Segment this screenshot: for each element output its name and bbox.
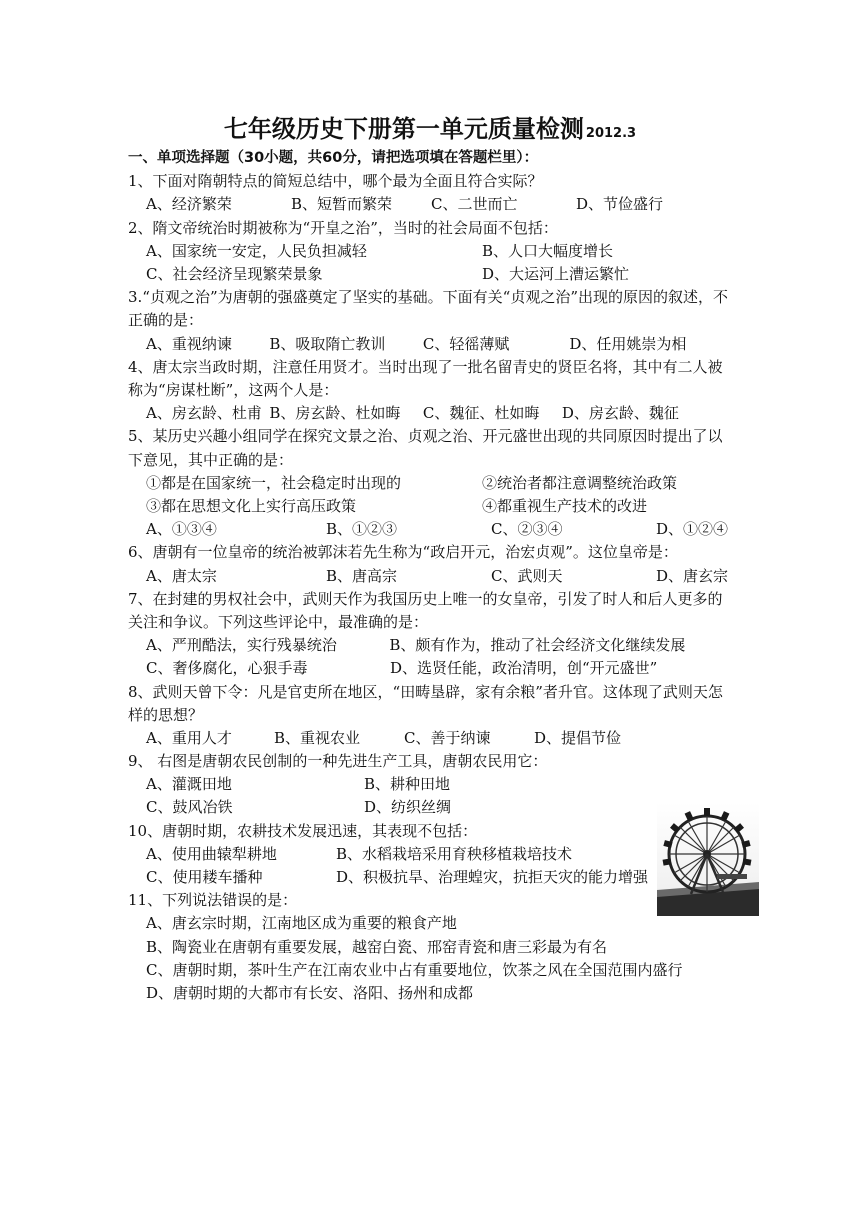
option: B、颇有作为，推动了社会经济文化继续发展 [389, 636, 686, 655]
option: D、任用姚崇为相 [569, 334, 687, 353]
option: D、唐玄宗 [656, 566, 729, 585]
option: C、魏征、杜如晦 [422, 404, 540, 423]
option-row [128, 773, 732, 796]
question-list [128, 147, 732, 1005]
option-row [128, 333, 732, 356]
question-stem: 11、下列说法错误的是： [128, 891, 298, 910]
question-stem: 8、武则天曾下令：凡是官吏所在地区，“田畴垦辟，家有余粮”者升官。这体现了武则天怎样的思想？ [128, 682, 723, 724]
option-row [128, 843, 732, 866]
question-stem: 1、下面对隋朝特点的简短总结中，哪个最为全面且符合实际？ [128, 172, 543, 191]
question-stem: 4、唐太宗当政时期，注意任用贤才。当时出现了一批名留青史的贤臣名将，其中有二人被称为“房谋杜断”，这两个人是： [128, 357, 723, 399]
option: B、重视农业 [274, 728, 361, 747]
option: A、重用人才 [146, 728, 232, 747]
option: A、使用曲辕犁耕地 [146, 844, 277, 863]
question-stem: 9、 右图是唐朝农民创制的一种先进生产工具，唐朝农民用它： [128, 752, 548, 771]
option-row [128, 866, 732, 889]
option-row [128, 193, 732, 216]
option: C、轻徭薄赋 [422, 334, 510, 353]
option: A、唐玄宗时期，江南地区成为重要的粮食产地 [146, 914, 457, 933]
question-stem: 2、隋文帝统治时期被称为“开皇之治”，当时的社会局面不包括： [128, 218, 558, 237]
option: B、水稻栽培采用育秧移植栽培技术 [336, 844, 573, 863]
option: A、①③④ [146, 520, 217, 539]
option: A、重视纳谏 [146, 334, 232, 353]
option: A、灌溉田地 [146, 775, 232, 794]
option-row [128, 518, 732, 541]
option: C、武则天 [491, 566, 563, 585]
waterwheel-illustration [657, 802, 759, 916]
option: A、严刑酷法，实行残暴统治 [146, 636, 337, 655]
option: D、节俭盛行 [576, 195, 664, 214]
statement: ①都是在国家统一，社会稳定时出现的 [146, 473, 402, 492]
option: A、经济繁荣 [146, 195, 232, 214]
option: B、短暂而繁荣 [291, 195, 393, 214]
option: B、耕种田地 [364, 775, 451, 794]
option: C、奢侈腐化，心狠手毒 [146, 659, 308, 678]
option: D、选贤任能，政治清明，创“开元盛世” [389, 659, 658, 678]
option: C、社会经济呈现繁荣景象 [146, 264, 323, 283]
option: C、②③④ [491, 520, 563, 539]
option: D、大运河上漕运繁忙 [482, 264, 630, 283]
question-stem: 5、某历史兴趣小组同学在探究文景之治、贞观之治、开元盛世出现的共同原因时提出了以下意见，其中正确的是： [128, 427, 723, 469]
question-stem: 7、在封建的男权社会中，武则天作为我国历史上唯一的女皇帝，引发了时人和后人更多的关注和争议。下列这些评论中，最准确的是： [128, 589, 723, 631]
option: B、唐高宗 [326, 566, 398, 585]
question-stem: 6、唐朝有一位皇帝的统治被郭沫若先生称为“政启开元，治宏贞观”。这位皇帝是： [128, 543, 678, 562]
option: A、房玄龄、杜甫 [146, 404, 262, 423]
option: B、吸取隋亡教训 [269, 334, 386, 353]
option-row [128, 240, 732, 263]
option: C、鼓风冶铁 [146, 798, 233, 817]
statement: ②统治者都注意调整统治政策 [482, 473, 678, 492]
statement: ④都重视生产技术的改进 [482, 496, 648, 515]
option-row [128, 796, 732, 819]
option: D、积极抗旱、治理蝗灾，抗拒天灾的能力增强 [336, 868, 649, 887]
option-row [128, 402, 732, 425]
option-row [128, 657, 732, 680]
option: B、陶瓷业在唐朝有重要发展，越窑白瓷、邢窑青瓷和唐三彩最为有名 [146, 937, 608, 956]
option-row [128, 727, 732, 750]
statement-row [128, 472, 732, 495]
option: D、唐朝时期的大都市有长安、洛阳、扬州和成都 [146, 984, 474, 1002]
question-stem: 10、唐朝时期，农耕技术发展迅速，其表现不包括： [128, 821, 478, 840]
page-title [0, 113, 860, 150]
option: C、使用耧车播种 [146, 868, 263, 887]
option: A、唐太宗 [146, 566, 217, 585]
option: C、二世而亡 [431, 195, 518, 214]
option: D、纺织丝绸 [364, 798, 452, 817]
question-stem: 3.“贞观之治”为唐朝的强盛奠定了坚实的基础。下面有关“贞观之治”出现的原因的叙述，不正确的是： [128, 288, 728, 330]
option: B、①②③ [326, 520, 398, 539]
option: B、人口大幅度增长 [482, 241, 614, 260]
option-row [128, 634, 732, 657]
title-text: 七年级历史下册第一单元质量检测 [223, 115, 584, 143]
section-heading: 一、单项选择题（30小题，共60分，请把选项填在答题栏里）： [128, 150, 539, 166]
option: D、提倡节俭 [534, 728, 622, 747]
option: C、善于纳谏 [404, 728, 491, 747]
exam-date: 2012.3 [585, 126, 637, 141]
option: D、①②④ [656, 520, 729, 539]
option: D、房玄龄、魏征 [561, 404, 679, 423]
option: C、唐朝时期，茶叶生产在江南农业中占有重要地位，饮茶之风在全国范围内盛行 [146, 960, 683, 979]
statement: ③都在思想文化上实行高压政策 [146, 496, 357, 515]
option: A、国家统一安定，人民负担减轻 [146, 241, 367, 260]
option-row [128, 263, 732, 286]
statement-row [128, 495, 732, 518]
option-row [128, 565, 732, 588]
option: B、房玄龄、杜如晦 [269, 404, 401, 423]
